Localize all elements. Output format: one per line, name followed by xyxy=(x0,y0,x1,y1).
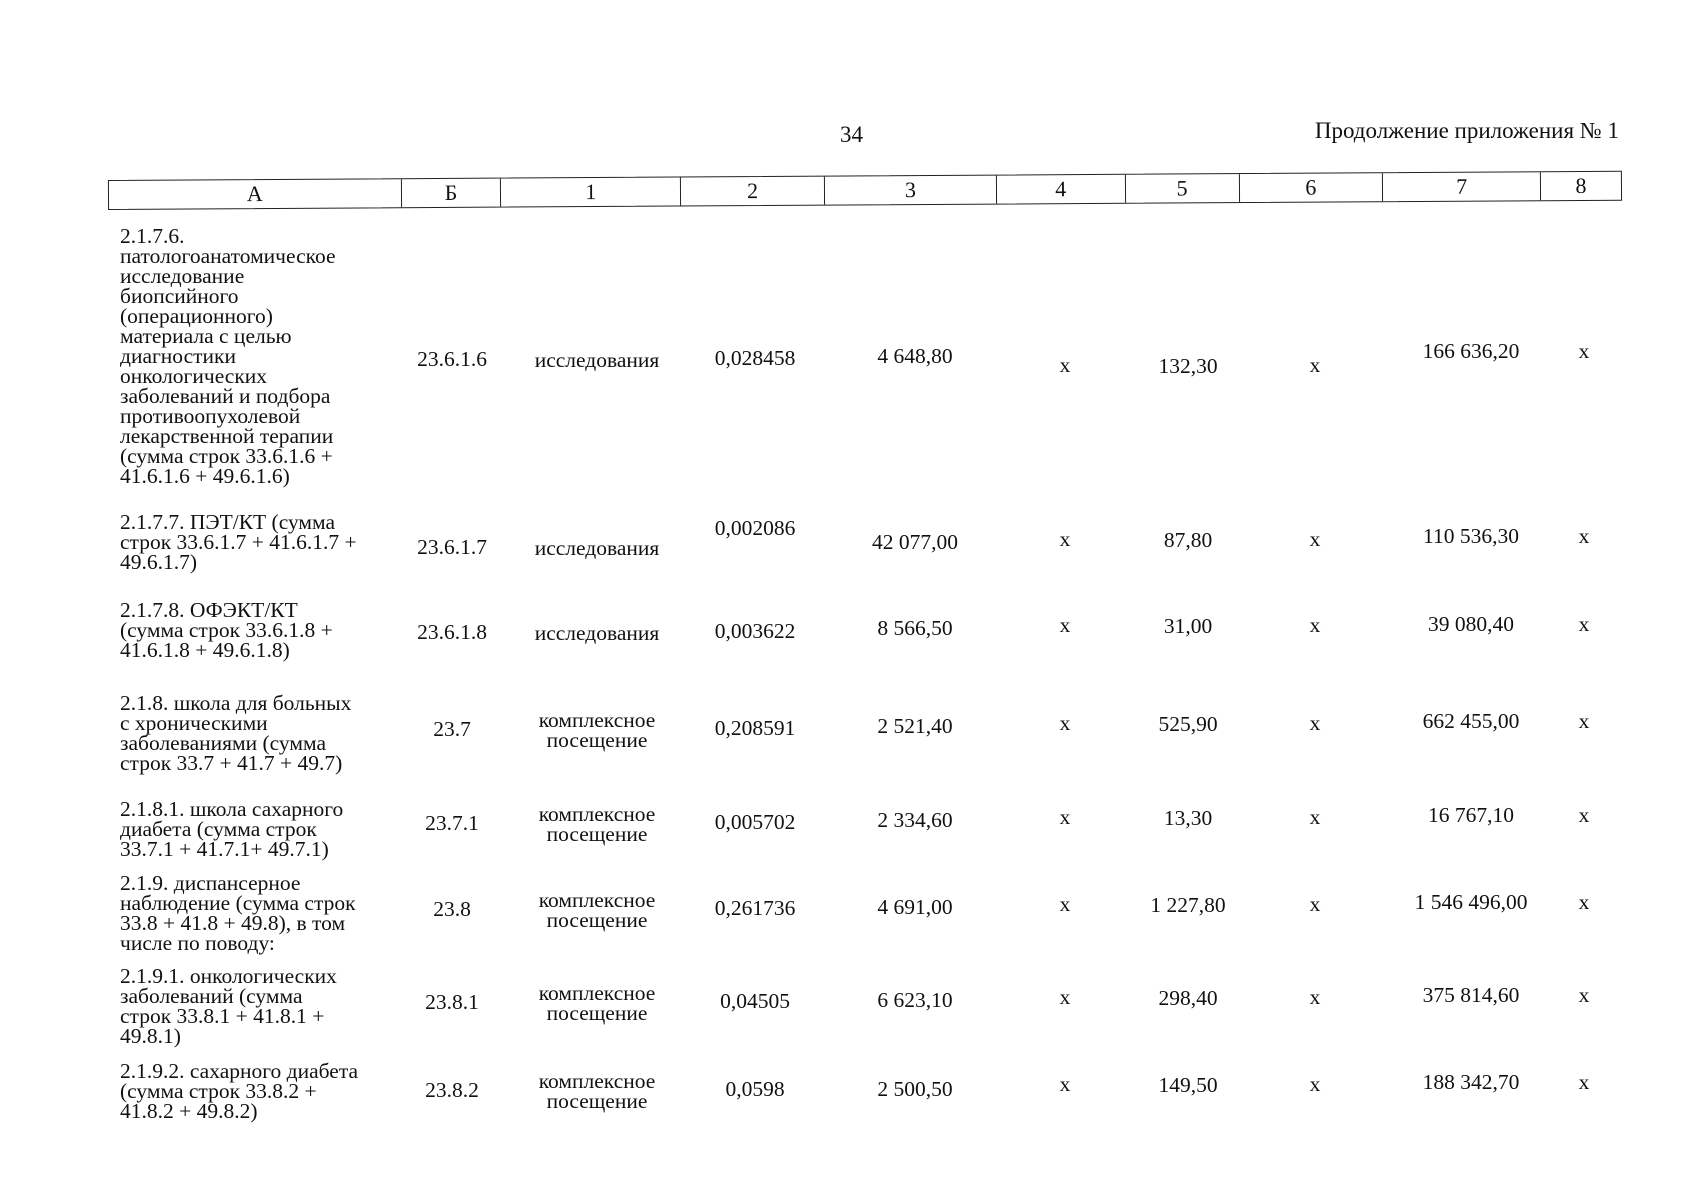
row-code: 23.6.1.7 xyxy=(417,535,487,559)
row-unit-line: посещение xyxy=(546,822,648,846)
row-name xyxy=(120,512,410,572)
column-header-a: А xyxy=(109,179,402,209)
column-header-5: 5 xyxy=(1126,174,1240,203)
col-5-value: 132,30 xyxy=(1158,354,1218,378)
row-unit xyxy=(539,804,656,844)
col-3-value: 2 334,60 xyxy=(877,808,953,832)
row-name-line: (операционного) xyxy=(120,304,273,328)
column-header-b: Б xyxy=(402,179,502,208)
col-7-value: 188 342,70 xyxy=(1422,1070,1520,1094)
col-8-value: х xyxy=(1578,803,1590,827)
col-8-value: х xyxy=(1578,612,1590,636)
col-2-value: 0,0598 xyxy=(725,1077,785,1101)
col-3-value: 2 521,40 xyxy=(877,714,953,738)
row-unit xyxy=(535,538,660,558)
column-header-8: 8 xyxy=(1575,172,1587,199)
col-2-value: 0,028458 xyxy=(714,346,796,370)
row-name-line: (сумма строк 33.6.1.8 + xyxy=(120,618,333,642)
col-5-value: 149,50 xyxy=(1158,1073,1218,1097)
row-name-line: лекарственной терапии xyxy=(120,424,334,448)
row-name-line: наблюдение (сумма строк xyxy=(120,891,356,915)
col-6-value: х xyxy=(1309,711,1321,735)
row-code: 23.8.1 xyxy=(425,990,479,1014)
col-3-value: 8 566,50 xyxy=(877,616,953,640)
row-unit-line: комплексное xyxy=(538,802,656,826)
row-name-line: строк 33.7 + 41.7 + 49.7) xyxy=(120,751,343,775)
row-name-line: заболеваниями (сумма xyxy=(120,731,327,755)
col-4-value: х xyxy=(1059,711,1071,735)
col-6-value: х xyxy=(1309,613,1321,637)
col-2-value: 0,208591 xyxy=(714,716,796,740)
row-code: 23.6.1.8 xyxy=(417,620,487,644)
row-name-line: строк 33.6.1.7 + 41.6.1.7 + xyxy=(120,530,357,554)
col-8-value: х xyxy=(1578,339,1590,363)
col-6-value: х xyxy=(1309,527,1321,551)
col-6-value: х xyxy=(1309,805,1321,829)
row-name-line: 2.1.7.6. xyxy=(120,224,185,248)
row-unit-line: посещение xyxy=(546,908,648,932)
col-5-value: 13,30 xyxy=(1163,806,1213,830)
row-name xyxy=(120,1061,410,1121)
col-6-value: х xyxy=(1309,985,1321,1009)
row-name-line: материала с целью xyxy=(120,324,292,348)
column-header-2: 2 xyxy=(681,177,825,206)
row-code: 23.8 xyxy=(433,897,471,921)
row-unit xyxy=(535,350,660,370)
row-unit-line: комплексное xyxy=(538,708,656,732)
col-3-value: 42 077,00 xyxy=(872,530,958,554)
col-5-value: 87,80 xyxy=(1163,528,1213,552)
col-4-value: х xyxy=(1059,527,1071,551)
column-header-1: 1 xyxy=(501,177,681,206)
row-name-line: противоопухолевой xyxy=(120,404,301,428)
row-name-line: 2.1.9.2. сахарного диабета xyxy=(120,1059,359,1083)
row-code: 23.7.1 xyxy=(425,811,479,835)
row-name-line: биопсийного xyxy=(120,284,239,308)
page-number: 34 xyxy=(840,122,863,147)
row-unit xyxy=(535,623,660,643)
row-unit xyxy=(539,1071,656,1111)
row-unit xyxy=(539,890,656,930)
row-name-line: исследование xyxy=(120,264,245,288)
row-name-line: 2.1.9.1. онкологических xyxy=(120,964,337,988)
row-name xyxy=(120,966,410,1046)
col-2-value: 0,261736 xyxy=(714,896,796,920)
row-unit-line: исследования xyxy=(534,621,660,645)
col-2-value: 0,002086 xyxy=(714,516,796,540)
row-name xyxy=(120,600,410,660)
row-name xyxy=(120,873,410,953)
col-2-value: 0,04505 xyxy=(720,989,790,1013)
row-code: 23.7 xyxy=(433,717,471,741)
row-unit xyxy=(539,710,656,750)
col-6-value: х xyxy=(1309,1072,1321,1096)
row-name xyxy=(120,226,410,486)
col-2-value: 0,005702 xyxy=(714,810,796,834)
col-6-value: х xyxy=(1309,892,1321,916)
row-name xyxy=(120,693,410,773)
col-4-value: х xyxy=(1059,353,1071,377)
col-3-value: 4 648,80 xyxy=(877,344,953,368)
row-name-line: 49.6.1.7) xyxy=(120,550,198,574)
column-header-6: 6 xyxy=(1239,173,1383,202)
row-name-line: заболеваний (сумма xyxy=(120,984,303,1008)
row-name-line: 2.1.7.7. ПЭТ/КТ (сумма xyxy=(120,510,336,534)
col-4-value: х xyxy=(1059,892,1071,916)
row-name-line: 33.7.1 + 41.7.1+ 49.7.1) xyxy=(120,837,329,861)
row-name-line: 2.1.8. школа для больных xyxy=(120,691,352,715)
row-unit-line: комплексное xyxy=(538,981,656,1005)
col-3-value: 4 691,00 xyxy=(877,895,953,919)
row-name-line: 2.1.7.8. ОФЭКТ/КТ xyxy=(120,598,298,622)
row-name-line: 2.1.9. диспансерное xyxy=(120,871,301,895)
col-2-value: 0,003622 xyxy=(714,619,796,643)
col-7-value: 166 636,20 xyxy=(1422,339,1520,363)
row-name-line: 2.1.8.1. школа сахарного xyxy=(120,797,344,821)
row-unit-line: исследования xyxy=(534,536,660,560)
row-unit xyxy=(539,983,656,1023)
col-8-value: х xyxy=(1578,983,1590,1007)
row-name-line: 41.6.1.6 + 49.6.1.6) xyxy=(120,464,290,488)
col-5-value: 31,00 xyxy=(1163,614,1213,638)
row-name-line: 33.8 + 41.8 + 49.8), в том xyxy=(120,911,346,935)
appendix-continuation: Продолжение приложения № 1 xyxy=(1314,118,1619,143)
col-7-value: 1 546 496,00 xyxy=(1414,890,1528,914)
col-4-value: х xyxy=(1059,613,1071,637)
col-6-value: х xyxy=(1309,353,1321,377)
col-5-value: 298,40 xyxy=(1158,986,1218,1010)
table-header xyxy=(108,171,1622,210)
col-3-value: 6 623,10 xyxy=(877,988,953,1012)
row-unit-line: комплексное xyxy=(538,888,656,912)
col-8-value: х xyxy=(1578,709,1590,733)
column-header-7: 7 xyxy=(1383,172,1541,201)
col-3-value: 2 500,50 xyxy=(877,1077,953,1101)
row-name-line: диагностики xyxy=(120,344,236,368)
row-unit-line: комплексное xyxy=(538,1069,656,1093)
col-7-value: 662 455,00 xyxy=(1422,709,1520,733)
col-5-value: 525,90 xyxy=(1158,712,1218,736)
col-7-value: 110 536,30 xyxy=(1423,524,1519,548)
row-unit-line: посещение xyxy=(546,1089,648,1113)
row-unit-line: посещение xyxy=(546,1001,648,1025)
row-name-line: 41.8.2 + 49.8.2) xyxy=(120,1099,258,1123)
row-name-line: (сумма строк 33.8.2 + xyxy=(120,1079,317,1103)
row-name-line: онкологических xyxy=(120,364,268,388)
row-unit-line: посещение xyxy=(546,728,648,752)
col-4-value: х xyxy=(1059,985,1071,1009)
row-unit-line: исследования xyxy=(534,348,660,372)
row-name-line: патологоанатомическое xyxy=(120,244,336,268)
column-header-3: 3 xyxy=(825,176,997,205)
col-5-value: 1 227,80 xyxy=(1150,893,1226,917)
col-8-value: х xyxy=(1578,1070,1590,1094)
column-header-4: 4 xyxy=(997,175,1126,204)
row-name-line: 41.6.1.8 + 49.6.1.8) xyxy=(120,638,290,662)
row-name-line: заболеваний и подбора xyxy=(120,384,331,408)
row-name-line: числе по поводу: xyxy=(120,931,275,955)
col-8-value: х xyxy=(1578,890,1590,914)
col-8-value: х xyxy=(1578,524,1590,548)
col-4-value: х xyxy=(1059,805,1071,829)
row-name-line: 49.8.1) xyxy=(120,1024,181,1048)
col-4-value: х xyxy=(1059,1072,1071,1096)
row-code: 23.8.2 xyxy=(425,1078,479,1102)
col-7-value: 375 814,60 xyxy=(1422,983,1520,1007)
row-code: 23.6.1.6 xyxy=(417,347,487,371)
row-name-line: строк 33.8.1 + 41.8.1 + xyxy=(120,1004,325,1028)
col-7-value: 39 080,40 xyxy=(1428,612,1514,636)
row-name-line: с хроническими xyxy=(120,711,268,735)
row-name-line: диабета (сумма строк xyxy=(120,817,317,841)
row-name xyxy=(120,799,410,859)
row-name-line: (сумма строк 33.6.1.6 + xyxy=(120,444,333,468)
col-7-value: 16 767,10 xyxy=(1428,803,1514,827)
